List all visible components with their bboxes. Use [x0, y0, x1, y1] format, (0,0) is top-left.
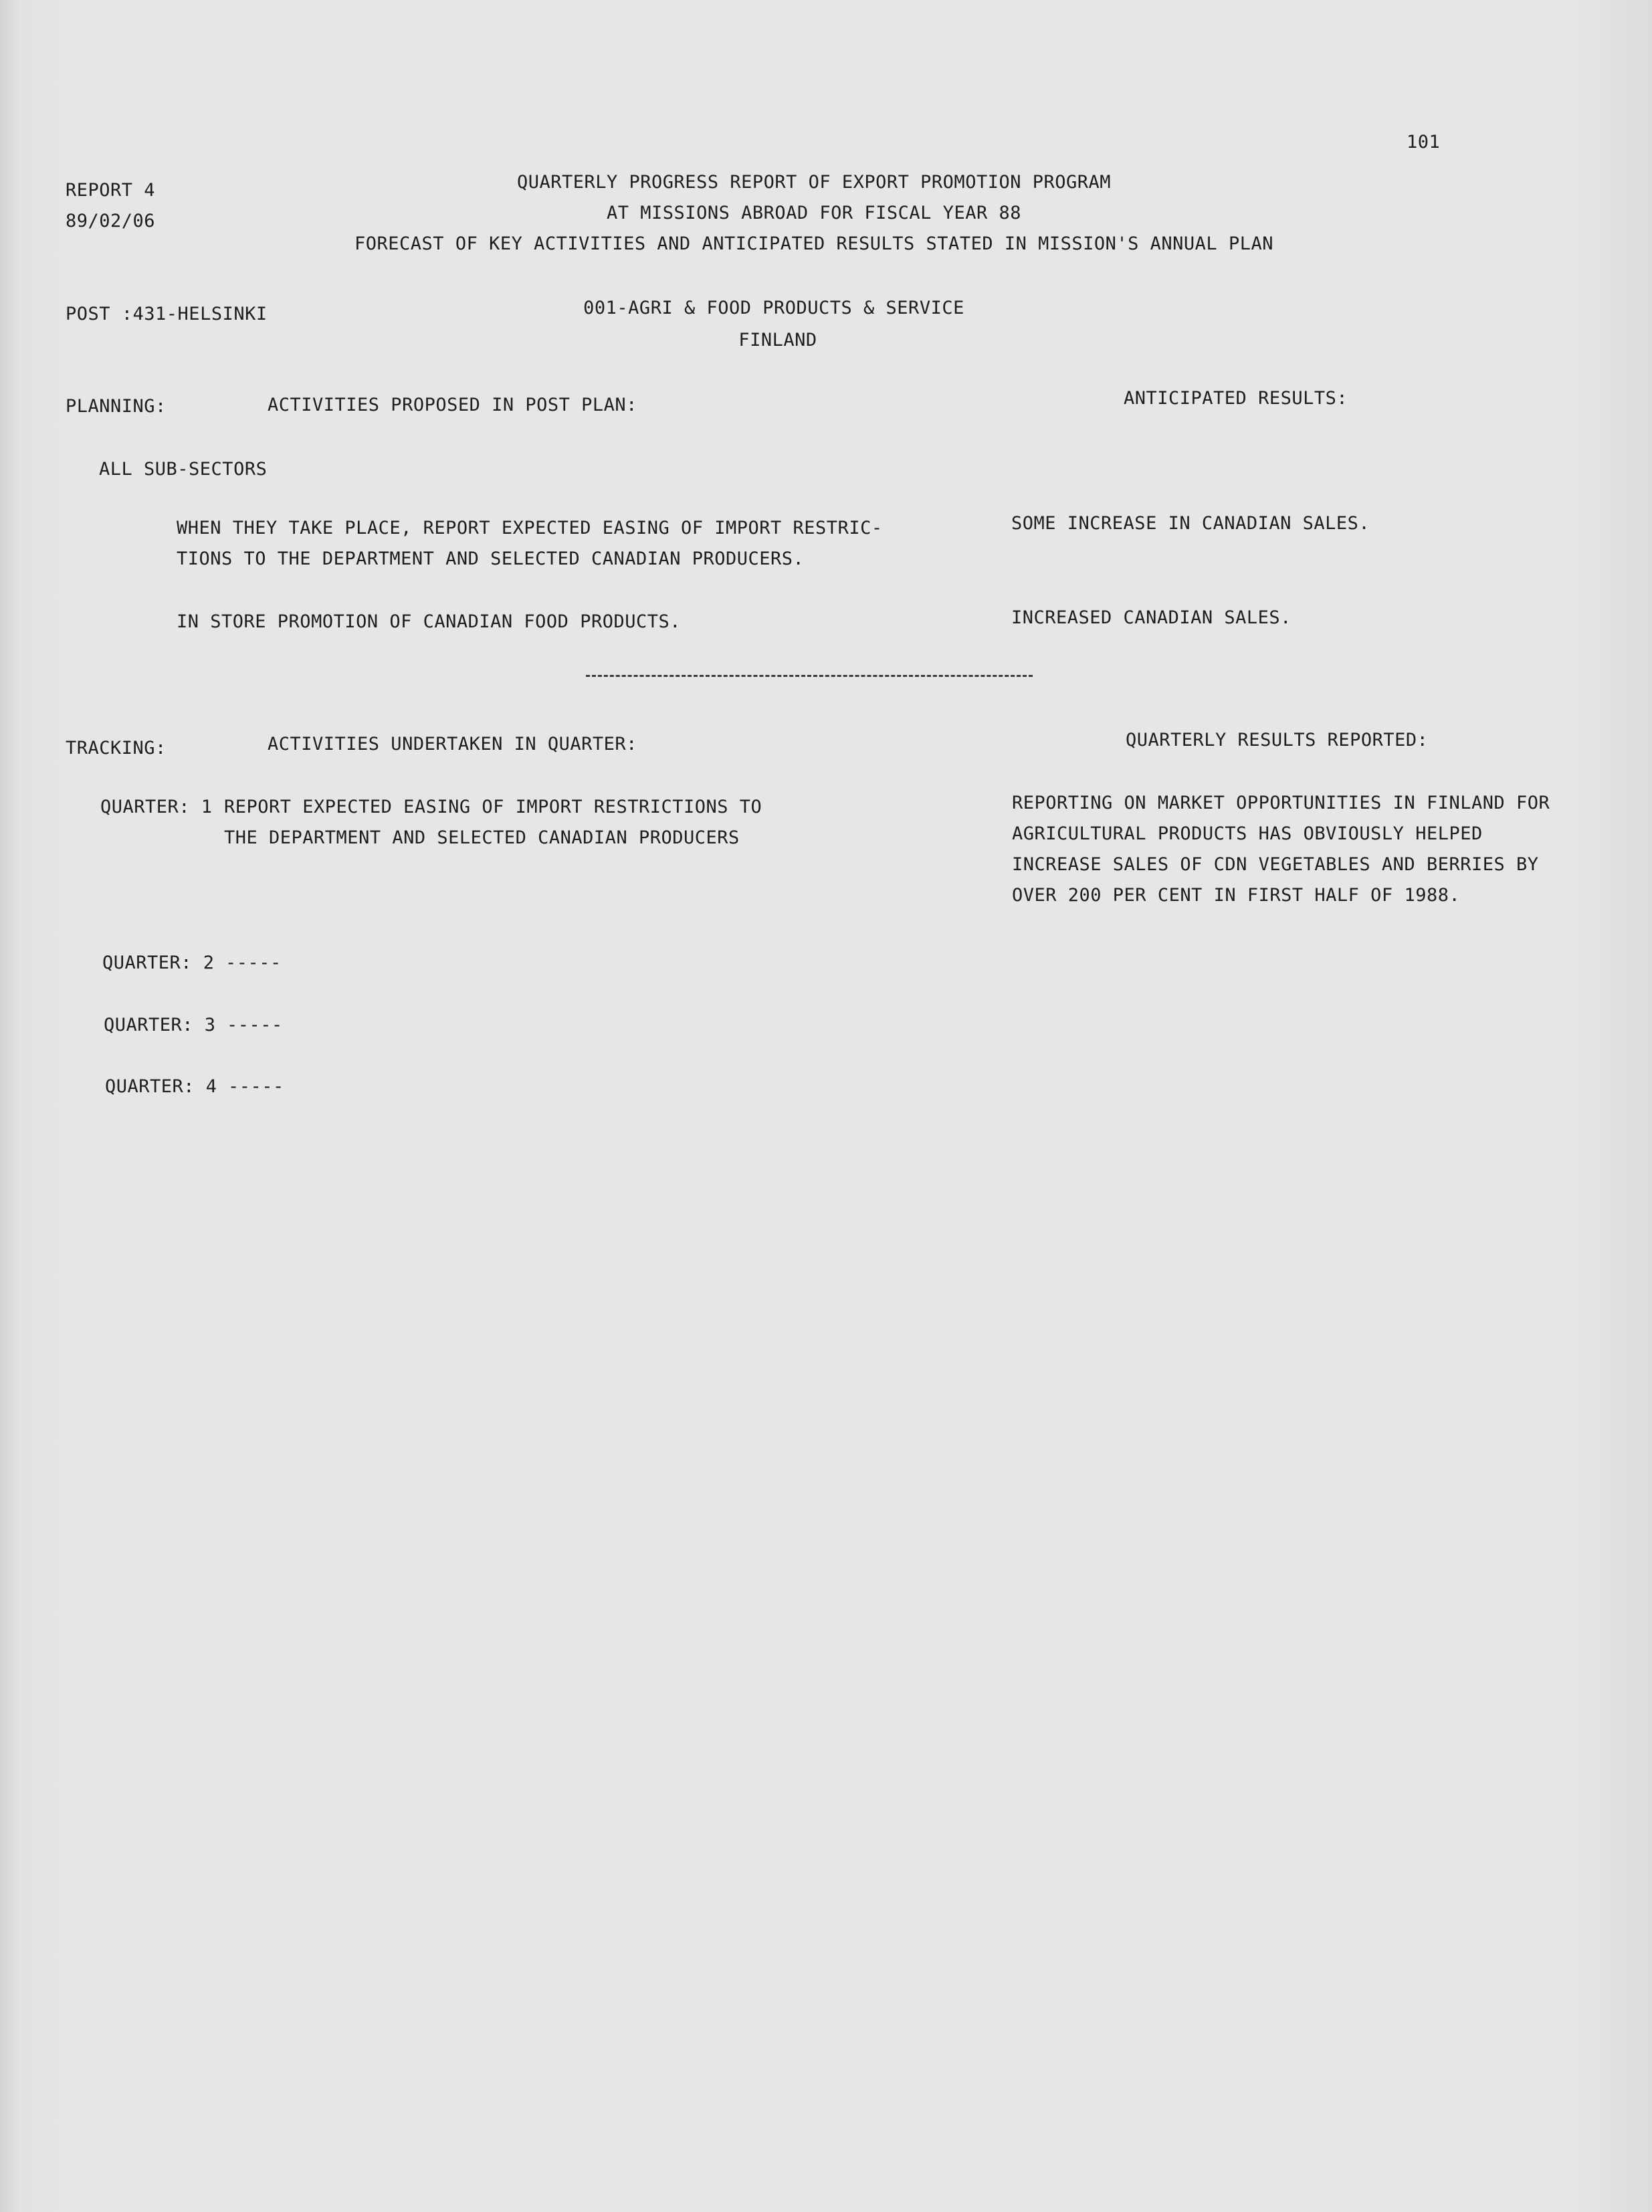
quarterly-results-header: QUARTERLY RESULTS REPORTED:: [1126, 730, 1429, 750]
subsector-label: ALL SUB-SECTORS: [99, 459, 268, 480]
quarter-1-label: QUARTER: 1: [100, 797, 213, 817]
report-title-line3: FORECAST OF KEY ACTIVITIES AND ANTICIPATED RESULTS STATED IN MISSION'S ANNUAL PLAN: [354, 233, 1273, 254]
planning-result-2: INCREASED CANADIAN SALES.: [1011, 607, 1292, 628]
report-title-line1: QUARTERLY PROGRESS REPORT OF EXPORT PROMOTION PROGRAM: [516, 172, 1112, 193]
quarter-1-activity-line2: THE DEPARTMENT AND SELECTED CANADIAN PRODUCERS: [224, 827, 740, 848]
planning-activity-1-line2: TIONS TO THE DEPARTMENT AND SELECTED CANADIAN PRODUCERS.: [177, 548, 805, 569]
planning-activity-1-line1: WHEN THEY TAKE PLACE, REPORT EXPECTED EASING OF IMPORT RESTRIC-: [177, 518, 883, 538]
report-number: REPORT 4: [66, 180, 156, 201]
tracking-activities-header: ACTIVITIES UNDERTAKEN IN QUARTER:: [268, 734, 637, 755]
planning-result-1: SOME INCREASE IN CANADIAN SALES.: [1011, 513, 1370, 534]
quarter-1-result-line4: OVER 200 PER CENT IN FIRST HALF OF 1988.: [1012, 885, 1461, 906]
quarter-1-result-line1: REPORTING ON MARKET OPPORTUNITIES IN FINLAND FOR: [1012, 793, 1550, 813]
quarter-1-activity-line1: REPORT EXPECTED EASING OF IMPORT RESTRICTIONS TO: [224, 797, 762, 817]
post-label: POST :431-HELSINKI: [66, 304, 268, 324]
quarter-1-result-line2: AGRICULTURAL PRODUCTS HAS OBVIOUSLY HELPED: [1012, 823, 1483, 844]
page-number: 101: [1407, 132, 1441, 153]
quarter-1-result-line3: INCREASE SALES OF CDN VEGETABLES AND BERRIES BY: [1012, 854, 1539, 875]
quarter-3-activity: -----: [227, 1015, 283, 1035]
anticipated-results-header: ANTICIPATED RESULTS:: [1124, 388, 1348, 409]
sector-name: 001-AGRI & FOOD PRODUCTS & SERVICE: [583, 298, 964, 318]
planning-activities-header: ACTIVITIES PROPOSED IN POST PLAN:: [268, 395, 637, 415]
report-date: 89/02/06: [66, 211, 156, 231]
quarter-2-label: QUARTER: 2: [102, 952, 215, 973]
quarter-3-label: QUARTER: 3: [104, 1015, 216, 1035]
report-title-line2: AT MISSIONS ABROAD FOR FISCAL YEAR 88: [607, 203, 1021, 223]
planning-label: PLANNING:: [66, 396, 167, 417]
tracking-label: TRACKING:: [66, 738, 167, 759]
section-divider: [586, 675, 1033, 677]
quarter-2-activity: -----: [225, 952, 282, 973]
country-name: FINLAND: [738, 330, 817, 350]
planning-activity-2-line1: IN STORE PROMOTION OF CANADIAN FOOD PRODUCTS.: [177, 611, 681, 632]
quarter-4-activity: -----: [228, 1076, 284, 1097]
quarter-4-label: QUARTER: 4: [105, 1076, 217, 1097]
